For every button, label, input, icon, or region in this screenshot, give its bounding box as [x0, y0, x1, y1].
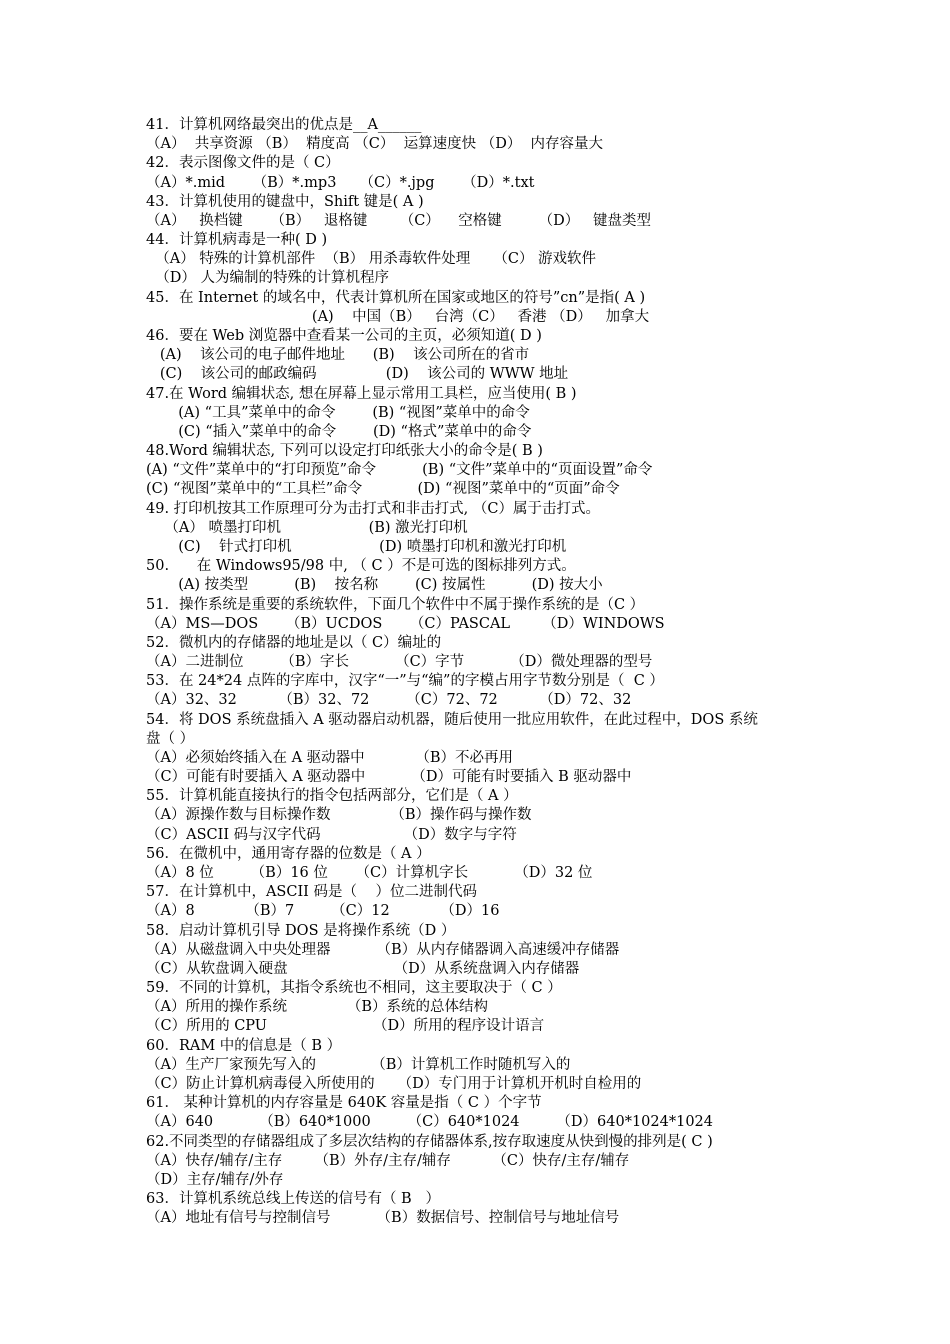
text-line: 49. 打印机按其工作原理可分为击打式和非击打式, （C）属于击打式。: [146, 500, 600, 517]
text-line: (C) “视图”菜单中的“工具栏”命令 (D) “视图”菜单中的“页面”命令: [146, 481, 620, 498]
text-line: （A）生产厂家预先写入的 （B）计算机工作时随机写入的: [146, 1056, 571, 1073]
text-line: 50. 在 Windows95/98 中, （ C ）不是可选的图标排列方式。: [146, 558, 576, 575]
text-line: (C) 针式打印机 (D) 喷墨打印机和激光打印机: [146, 538, 567, 555]
text-line: 53．在 24*24 点阵的字库中，汉字“一”与“编”的字模占用字节数分别是（ C ）: [146, 673, 664, 690]
text-line: 60．RAM 中的信息是（ B ）: [146, 1037, 342, 1054]
text-line: (A) “文件”菜单中的“打印预览”命令 (B) “文件”菜单中的“页面设置”命令: [146, 462, 653, 479]
text-line: 43．计算机使用的键盘中，Shift 键是( A ): [146, 193, 424, 210]
text-line: (A) 中国（B） 台湾（C） 香港 （D） 加拿大: [146, 308, 650, 325]
text-line: （D） 人为编制的特殊的计算机程序: [146, 270, 389, 287]
text-line: (A) “工具”菜单中的命令 (B) “视图”菜单中的命令: [146, 404, 530, 421]
text-line: 51．操作系统是重要的系统软件，下面几个软件中不属于操作系统的是（C ）: [146, 596, 645, 613]
text-line: （A）MS—DOS （B）UCDOS （C）PASCAL （D）WINDOWS: [146, 615, 665, 632]
text-line: （C）ASCII 码与汉字代码 （D）数字与字符: [146, 826, 517, 843]
text-line: （A） 共享资源 （B） 精度高 （C） 运算速度快 （D） 内存容量大: [146, 136, 604, 153]
text-line: （A）8 （B）7 （C）12 （D）16: [146, 903, 500, 920]
text-line: 47.在 Word 编辑状态, 想在屏幕上显示常用工具栏，应当使用( B ): [146, 385, 577, 402]
text-line: 61． 某种计算机的内存容量是 640K 容量是指（ C ）个字节: [146, 1095, 542, 1112]
text-line: 59．不同的计算机，其指令系统也不相同，这主要取决于（ C ）: [146, 980, 562, 997]
text-line: （D）主存/辅存/外存: [146, 1171, 284, 1188]
text-line: 52．微机内的存储器的地址是以（ C）编址的: [146, 634, 442, 651]
text-line: 58．启动计算机引导 DOS 是将操作系统（D ）: [146, 922, 456, 939]
text-line: （A）32、32 （B）32、72 （C）72、72 （D）72、32: [146, 692, 632, 709]
text-line: （C）可能有时要插入 A 驱动器中 （D）可能有时要插入 B 驱动器中: [146, 769, 632, 786]
text-line: （A）必须始终插入在 A 驱动器中 （B）不必再用: [146, 749, 514, 766]
text-line: (A) 按类型 (B) 按名称 (C) 按属性 (D) 按大小: [146, 577, 603, 594]
text-line: （C）防止计算机病毒侵入所使用的 （D）专门用于计算机开机时自检用的: [146, 1076, 642, 1092]
text-line: 46．要在 Web 浏览器中查看某一公司的主页，必须知道( D ): [146, 327, 542, 344]
text-line: （A）640 （B）640*1000 （C）640*1024 （D）640*1024*1024: [146, 1114, 713, 1131]
text-line: （C）从软盘调入硬盘 （D）从系统盘调入内存储器: [146, 960, 580, 977]
text-line: （A） 喷墨打印机 (B) 激光打印机: [146, 519, 468, 536]
text-line: （A） 换档键 （B） 退格键 （C） 空格键 （D） 键盘类型: [146, 212, 652, 229]
text-line: 62.不同类型的存储器组成了多层次结构的存储器体系,按存取速度从快到慢的排列是( C ): [146, 1133, 713, 1150]
text-line: 55．计算机能直接执行的指令包括两部分，它们是（ A ）: [146, 788, 518, 805]
text-line: （A）二进制位 （B）字长 （C）字节 （D）微处理器的型号: [146, 654, 653, 671]
text-line: 45．在 Internet 的域名中，代表计算机所在国家或地区的符号”cn”是指( A ): [146, 289, 646, 306]
text-line: （A）从磁盘调入中央处理器 （B）从内存储器调入高速缓冲存储器: [146, 941, 620, 958]
text-line: 54．将 DOS 系统盘插入 A 驱动器启动机器，随后使用一批应用软件，在此过程中，DOS 系统: [146, 711, 758, 728]
text-line: 48.Word 编辑状态, 下列可以设定打印纸张大小的命令是( B ): [146, 443, 543, 460]
text-line: 63．计算机系统总线上传送的信号有（ B ）: [146, 1191, 441, 1208]
text-line: （A）地址有信号与控制信号 （B）数据信号、控制信号与地址信号: [146, 1210, 620, 1227]
text-line: (C) “插入”菜单中的命令 (D) “格式”菜单中的命令: [146, 423, 532, 440]
text-line: （A）所用的操作系统 （B）系统的总体结构: [146, 999, 489, 1016]
text-line: （A）8 位 （B）16 位 （C）计算机字长 （D）32 位: [146, 865, 593, 882]
text-line: 盘（ ）: [146, 730, 195, 747]
text-line: （A） 特殊的计算机部件 （B） 用杀毒软件处理 （C） 游戏软件: [146, 251, 597, 268]
text-line: 41．计算机网络最突出的优点是__A______: [146, 117, 422, 133]
text-line: （A）*.mid （B）*.mp3 （C）*.jpg （D）*.txt: [146, 174, 535, 191]
text-line: （A）源操作数与目标操作数 （B）操作码与操作数: [146, 807, 532, 824]
text-line: (C) 该公司的邮政编码 (D) 该公司的 WWW 地址: [146, 366, 569, 383]
text-line: 44．计算机病毒是一种( D ): [146, 232, 328, 249]
text-line: 57．在计算机中，ASCII 码是（ ）位二进制代码: [146, 884, 477, 901]
text-line: （C）所用的 CPU （D）所用的程序设计语言: [146, 1018, 545, 1035]
text-line: (A) 该公司的电子邮件地址 (B) 该公司所在的省市: [146, 347, 530, 364]
text-line: 56．在微机中，通用寄存器的位数是（ A ）: [146, 845, 431, 862]
text-line: 42．表示图像文件的是（ C）: [146, 155, 340, 172]
text-line: （A）快存/辅存/主存 （B）外存/主存/辅存 （C）快存/主存/辅存: [146, 1152, 630, 1169]
